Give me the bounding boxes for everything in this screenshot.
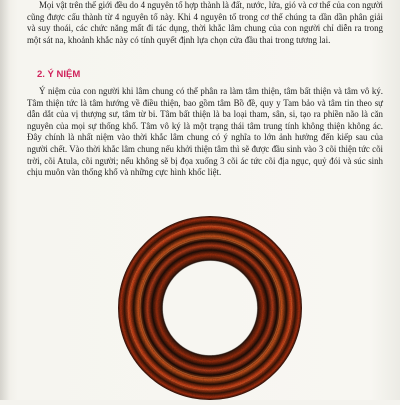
section-heading-y-niem: 2. Ý NIỆM	[37, 69, 81, 80]
page-gutter-shadow	[0, 0, 10, 400]
ring-image	[118, 216, 302, 400]
ring-illustration	[118, 216, 302, 400]
paragraph-elements: Mọi vật trên thế giới đều do 4 nguyên tố hợp thành là đất, nước, lửa, gió và cơ thể của con người cũng được cấu thành từ 4 nguyên tố này. Khi 4 nguyên tố trong cơ thể chúng ta dần dần phân giải và suy thoái, các chức năng mất đi tác dụng, thời khắc lâm chung của con người chỉ diễn ra trong một sát na, khoảnh khắc này có tính quyết định lựa chọn cửa đầu thai trong tương lai.	[27, 0, 383, 45]
paragraph-y-niem: Ý niệm của con người khi lâm chung có thể phân ra làm tâm thiện, tâm bất thiện và tâm vô ký. Tâm thiện tức là tâm hướng về điều thiện, bao gồm tâm Bồ đề, quy y Tam bảo và tâm tin theo sự dẫn dắt của vị thượng sư, tâm từ bi. Tâm bất thiện là ba loại tham, sân, si, tạo ra phiền não là căn nguyên của mọi sự thống khổ. Tâm vô ký là một trạng thái tâm trung tính không thiện không ác. Đây chính là nhất niệm vào thời khắc lâm chung có ý nghĩa to lớn ảnh hưởng đến kiếp sau của người chết. Vào thời khắc lâm chung nếu khởi thiện tâm thì sẽ được đầu sinh vào 3 cõi thiện tức cõi trời, cõi Atula, cõi người; nếu không sẽ bị đọa xuống 3 cõi ác tức cõi địa ngục, quỷ đói và súc sinh chịu muôn vàn thống khổ và những cực hình khốc liệt.	[27, 86, 383, 178]
